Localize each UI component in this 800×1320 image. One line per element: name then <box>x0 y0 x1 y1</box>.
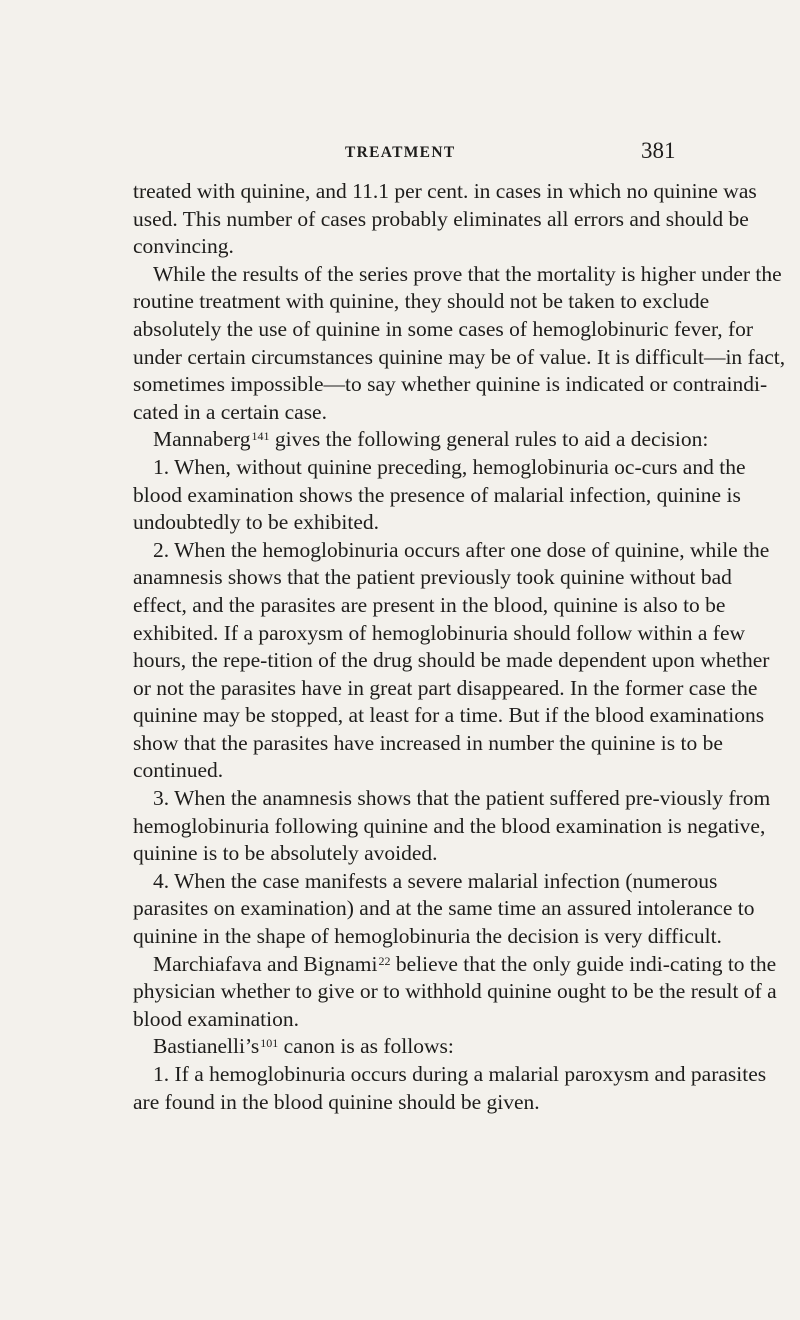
rule-1: 1. When, without quinine preceding, hemoglobinuria oc-curs and the blood examination shows the presence of malarial infection, quinine is undoubtedly to be exhibited. <box>133 454 746 535</box>
paragraph-mannaberg-intro <box>133 426 789 454</box>
paragraph-continuation: treated with quinine, and 11.1 per cent. in cases in which no quinine was used. This number of cases probably eliminates all errors and should be convincing. <box>133 179 757 259</box>
reference-number: 141 <box>251 429 270 444</box>
rule-2: 2. When the hemoglobinuria occurs after one dose of quinine, while the anamnesis shows that the patient previously took quinine without bad effect, and the parasites are present in the blood, quinine is also to be exhibited. If a paroxysm of hemoglobinuria should follow within a few hours, the repe-tition of the drug should be made dependent upon whether or not the parasites have in great part disappeared. In the former case the quinine may be stopped, at least for a time. But if the blood examinations show that the parasites have increased in number the quinine is to be continued. <box>133 537 770 783</box>
citation-author: Bastianelli’s <box>153 1034 260 1059</box>
body-text <box>133 178 789 1116</box>
paragraph-bastianelli-intro <box>133 1033 789 1061</box>
paragraph-marchiafava-bignami <box>133 951 789 1034</box>
paragraph-mortality-discussion: While the results of the series prove that the mortality is higher under the routine treatment with quinine, they should not be taken to exclude absolutely the use of quinine in some cases of hemoglobinuric fever, for under certain circumstances quinine may be of value. It is difficult—in fact, sometimes impossible—to say whether quinine is indicated or contraindi-cated in a certain case. <box>133 261 786 424</box>
reference-number: 101 <box>260 1036 279 1051</box>
page-number: 381 <box>641 138 676 163</box>
citation-text: believe that the only guide indi-cating to the physician whether to give or to withhold quinine ought to be the result of a blood examination. <box>133 951 777 1031</box>
running-title: TREATMENT <box>345 144 456 161</box>
citation-text: canon is as follows: <box>278 1034 454 1059</box>
citation-author: Marchiafava and Bignami <box>153 951 378 976</box>
citation-author: Mannaberg <box>153 427 251 452</box>
citation-text: gives the following general rules to aid a decision: <box>269 427 709 452</box>
running-head <box>133 138 787 172</box>
reference-number: 22 <box>378 953 391 968</box>
rule-3: 3. When the anamnesis shows that the patient suffered pre-viously from hemoglobinuria following quinine and the blood examination is negative, quinine is to be absolutely avoided. <box>133 786 771 866</box>
canon-rule-1: 1. If a hemoglobinuria occurs during a malarial paroxysm and parasites are found in the blood quinine should be given. <box>133 1062 767 1114</box>
rule-4: 4. When the case manifests a severe malarial infection (numerous parasites on examination) and at the same time an assured intolerance to quinine in the shape of hemoglobinuria the decision is very difficult. <box>133 868 755 949</box>
